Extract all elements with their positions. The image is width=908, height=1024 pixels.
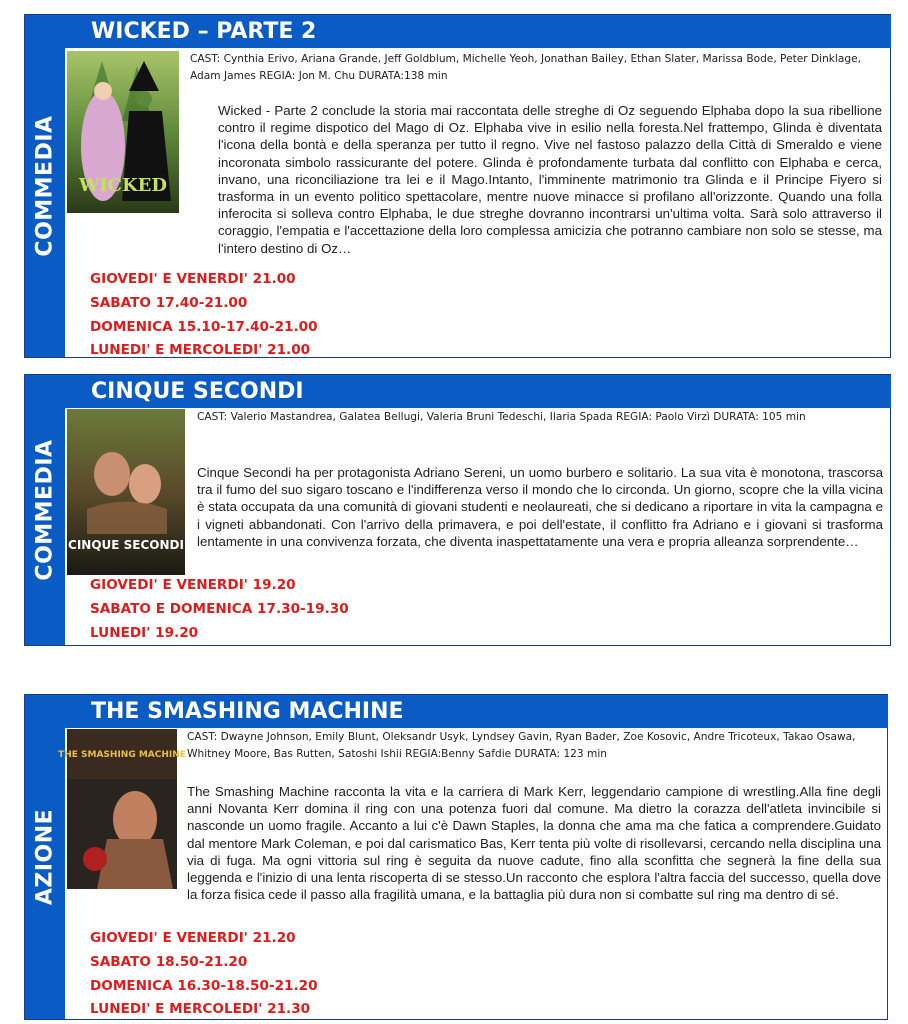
film-title: WICKED – PARTE 2	[65, 15, 891, 48]
showtime-line: SABATO 17.40-21.00	[90, 294, 248, 311]
showtime-line: GIOVEDI' E VENERDI' 19.20	[90, 577, 296, 593]
showtime-line: DOMENICA 16.30-18.50-21.20	[90, 977, 318, 994]
showtime-line: LUNEDI' 19.20	[90, 624, 199, 641]
genre-label: AZIONE	[32, 808, 58, 906]
showtimes	[65, 574, 349, 645]
genre-band	[25, 375, 65, 645]
showtime-line: LUNEDI' E MERCOLEDI' 21.00	[90, 342, 311, 359]
showtimes	[65, 268, 318, 363]
showtime-line: SABATO E DOMENICA 17.30-19.30	[90, 600, 349, 617]
genre-label: COMMEDIA	[32, 439, 58, 581]
showtime-line: SABATO 18.50-21.20	[90, 953, 248, 970]
poster-image	[58, 729, 186, 889]
showtime-line: GIOVEDI' E VENERDI' 21.00	[90, 271, 296, 287]
film-cast: CAST: Valerio Mastandrea, Galatea Bellugi, Valeria Bruni Tedeschi, Ilaria Spada REGIA: Paolo Virzì DURATA: 105 min	[197, 411, 806, 423]
film-plot: The Smashing Machine racconta la vita e la carriera di Mark Kerr, leggendario campione di wrestling.Alla fine degli anni Novanta Kerr domina il ring con una potenza fuori dal comune. Ma dietro la corazza dell'atleta invincibile si nasconde un uomo fragile. Accanto a lui c'è Dawn Staples, la donna che ama ma che fatica a comprendere.Guidato dal mentore Mark Coleman, e poi dal carismatico Bas, Kerr tenta più volte di risollevarsi, cercando nella disciplina una via di fuga. Ma ogni vittoria sul ring è seguita da nuove cadute, fino alla sconfitta che segnerà la fine della sua leggenda e l'inizio di una lenta riscoperta di se stesso.Un racconto che esplora l'altra faccia del successo, quella dove la forza fisica cede il passo alla fragilità umana, e la battaglia più dura non si combatte sul ring ma dentro di sé.	[187, 784, 881, 903]
film-card-wicked	[24, 14, 891, 358]
film-plot: Wicked - Parte 2 conclude la storia mai raccontata delle streghe di Oz seguendo Elphaba dopo la sua ribellione contro il regime dispotico del Mago di Oz. Elphaba vive in esilio nella foresta.Nel frattempo, Glinda è diventata l'icona della bontà e della speranza per tutto il regno. Vive nel fastoso palazzo della Città di Smeraldo e viene incoronata simbolo rassicurante del potere. Glinda è profondamente turbata dal conflitto con Elphaba e cerca, invano, una riconciliazione tra lei e il Mago.Intanto, l'imminente matrimonio tra Glinda e il Principe Fiyero si trasforma in un evento politico spettacolare, mentre nuove minacce si profilano all'orizzonte. Quando una folla inferocita si solleva contro Elphaba, le due streghe dovranno incontrarsi un'ultima volta. Sarà solo attraverso il coraggio, l'empatia e l'accettazione della loro complessa amicizia che potranno cambiare non solo se stesse, ma l'intero destino di Oz…	[218, 103, 882, 256]
film-poster	[67, 51, 179, 213]
film-card-smashing-machine	[24, 694, 888, 1020]
poster-title-text: THE SMASHING MACHINE	[58, 750, 186, 760]
genre-band	[25, 695, 65, 1019]
genre-label: COMMEDIA	[32, 115, 58, 257]
film-cast: CAST: Dwayne Johnson, Emily Blunt, Oleksandr Usyk, Lyndsey Gavin, Ryan Bader, Zoe Kosovic, Andre Tricoteux, Takao Osawa, Whitney Moore, Bas Rutten, Satoshi Ishii REGIA:Benny Safdie DURATA: 123 min	[187, 731, 856, 760]
showtimes	[65, 927, 318, 1022]
film-cast: CAST: Cynthia Erivo, Ariana Grande, Jeff Goldblum, Michelle Yeoh, Jonathan Bailey, Ethan Slater, Marissa Bode, Peter Dinklage, Adam James REGIA: Jon M. Chu DURATA:138 min	[190, 53, 861, 82]
film-poster	[67, 409, 185, 575]
film-card-cinque-secondi	[24, 374, 891, 646]
showtime-line: GIOVEDI' E VENERDI' 21.20	[90, 930, 296, 946]
showtime-line: DOMENICA 15.10-17.40-21.00	[90, 318, 318, 335]
film-title: THE SMASHING MACHINE	[65, 695, 888, 728]
showtime-line: LUNEDI' E MERCOLEDI' 21.30	[90, 1001, 311, 1018]
film-poster	[58, 729, 186, 889]
poster-image	[67, 51, 179, 213]
poster-image	[67, 409, 185, 575]
genre-band	[25, 15, 65, 357]
film-plot: Cinque Secondi ha per protagonista Adriano Sereni, un uomo burbero e solitario. La sua vita è monotona, trascorsa tra il fumo del suo sigaro toscano e l'indifferenza verso il mondo che lo circonda. Un giorno, scopre che la villa vicina è stata occupata da una comunità di giovani studenti e neolaureati, che si dedicano a riportare in vita la campagna e i vigneti abbandonati. Con l'arrivo della primavera, e poi dell'estate, il conflitto fra Adriano e i giovani si trasforma lentamente in una convivenza forzata, che diventa inaspettatamente una vera e propria alleanza sorprendente…	[197, 465, 883, 549]
poster-title-text: WICKED	[79, 175, 167, 196]
film-title: CINQUE SECONDI	[65, 375, 891, 408]
poster-title-text: CINQUE SECONDI	[68, 538, 184, 552]
